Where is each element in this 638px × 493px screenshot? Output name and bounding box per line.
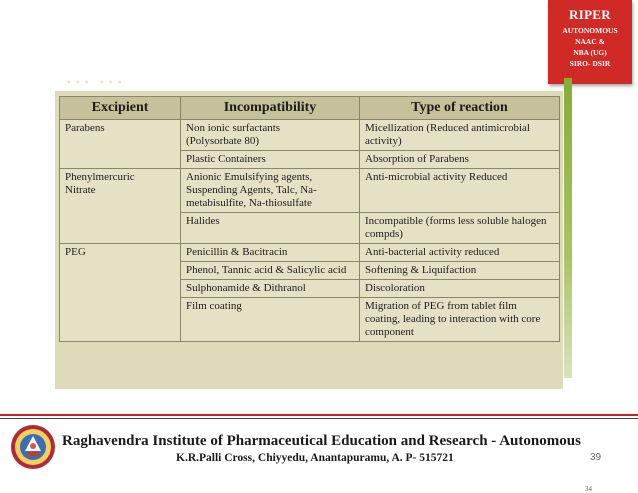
excipient-cell: Parabens [60, 120, 181, 169]
reaction-cell: Anti-bacterial activity reduced [360, 244, 560, 262]
institute-logo-emblem [10, 424, 56, 470]
excipient-cell: PEG [60, 244, 181, 342]
table-body [60, 120, 560, 342]
reaction-cell: Micellization (Reduced antimicrobial activity) [360, 120, 560, 151]
badge-line: SIRO- DSIR [569, 59, 611, 68]
incompatibility-cell: Anionic Emulsifying agents, Suspending Agents, Talc, Na-metabisulfite, Na-thiosulfate [181, 169, 360, 213]
accent-bar [564, 78, 572, 378]
reaction-cell: Softening & Liquifaction [360, 262, 560, 280]
institute-name: Raghavendra Institute of Pharmaceutical Education and Research - Autonomous [62, 433, 581, 449]
incompatibility-cell: Plastic Containers [181, 151, 360, 169]
table-header-row [60, 97, 560, 120]
incompatibility-cell: Non ionic surfactants (Polysorbate 80) [181, 120, 360, 151]
incompatibility-cell: Phenol, Tannic acid & Salicylic acid [181, 262, 360, 280]
badge-title: RIPER [569, 7, 611, 22]
header-excipient: Excipient [60, 97, 181, 120]
institute-address: K.R.Palli Cross, Chiyyedu, Anantapuramu, A. P- 515721 [176, 452, 454, 464]
header-reaction: Type of reaction [360, 97, 560, 120]
decorative-dots: ••• ••• [66, 78, 126, 89]
table-row [60, 120, 560, 151]
riper-badge [548, 0, 632, 84]
reaction-cell: Absorption of Parabens [360, 151, 560, 169]
reaction-cell: Incompatible (forms less soluble halogen compds) [360, 213, 560, 244]
reaction-cell: Migration of PEG from tablet film coating, leading to interaction with core component [360, 298, 560, 342]
table-row [60, 244, 560, 262]
footer-rule [0, 414, 638, 416]
incompatibility-cell: Penicillin & Bacitracin [181, 244, 360, 262]
reaction-cell: Discoloration [360, 280, 560, 298]
incompatibility-cell: Film coating [181, 298, 360, 342]
badge-line: NAAC & [575, 37, 605, 46]
excipient-table [59, 96, 560, 342]
table-row [60, 169, 560, 213]
incompatibility-cell: Sulphonamide & Dithranol [181, 280, 360, 298]
excipient-cell: Phenylmercuric Nitrate [60, 169, 181, 244]
badge-line: NBA (UG) [573, 48, 607, 57]
slide-number: 39 [590, 452, 602, 463]
reaction-cell: Anti-microbial activity Reduced [360, 169, 560, 213]
badge-line: AUTONOMOUS [562, 26, 618, 35]
page-reference: 34 [585, 485, 592, 493]
footer-rule-thin [0, 418, 638, 419]
incompatibility-cell: Halides [181, 213, 360, 244]
header-incompatibility: Incompatibility [181, 97, 360, 120]
